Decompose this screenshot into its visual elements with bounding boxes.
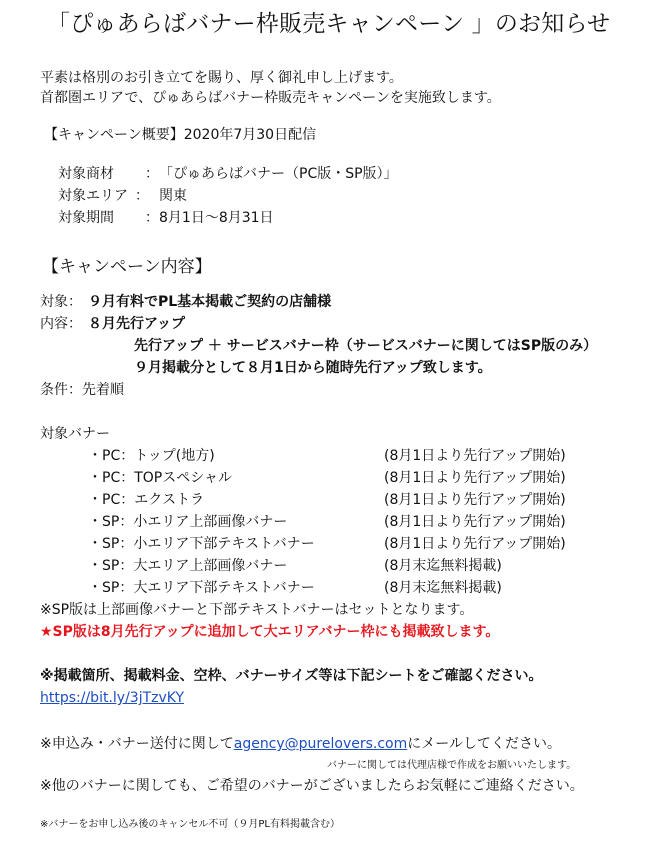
overview-heading: 【キャンペーン概要】2020年7月30日配信	[44, 127, 317, 143]
banner-status: (8月1日より先行アップ開始)	[384, 492, 566, 508]
banners-heading: 対象バナー	[40, 426, 110, 442]
banner-status: (8月末迄無料掲載)	[384, 580, 502, 596]
overview-value-area: 関東	[159, 188, 187, 204]
banner-name: ・PC：エクストラ	[88, 492, 205, 508]
contact-line	[40, 737, 561, 751]
cancel-note: ※バナーをお申し込み後のキャンセル不可（９月PL有料掲載含む）	[40, 819, 340, 830]
target-value: ９月有料でPL基本掲載ご契約の店舗様	[88, 294, 332, 310]
page-title: 「ぴゅあらばバナー枠販売キャンペーン 」のお知らせ	[47, 11, 611, 37]
banner-name: ・PC：トップ(地方)	[88, 448, 215, 464]
overview-sep-product: ：	[145, 166, 159, 182]
contact-prefix: ※申込み・バナー送付に関して	[40, 736, 234, 752]
banner-status: (8月1日より先行アップ開始)	[384, 536, 566, 552]
contact-suffix: にメールしてください。	[407, 736, 561, 752]
banner-status: (8月1日より先行アップ開始)	[384, 470, 566, 486]
banner-name: ・SP：小エリア下部テキストバナー	[88, 536, 315, 552]
sheet-link[interactable]: https://bit.ly/3jTzvKY	[40, 690, 185, 706]
overview-label-area: 対象エリア	[58, 188, 128, 204]
other-banner-note: ※他のバナーに関しても、ご希望のバナーがございましたらお気軽にご連絡ください。	[40, 778, 584, 794]
overview-sep-area: ：	[135, 188, 149, 204]
overview-label-period: 対象期間	[58, 210, 114, 226]
banner-create-note: バナーに関しては代理店様で作成をお願いいたします。	[327, 760, 577, 771]
banner-name: ・SP：小エリア上部画像バナー	[88, 514, 288, 530]
intro-line-2: 首都圏エリアで、ぴゅあらばバナー枠販売キャンペーンを実施致します。	[40, 90, 501, 106]
overview-label-product: 対象商材	[58, 166, 114, 182]
email-link[interactable]: agency@purelovers.com	[233, 736, 408, 752]
sp-set-note: ※SP版は上部画像バナーと下部テキストバナーはセットとなります。	[40, 602, 474, 618]
banner-name: ・PC：TOPスペシャル	[88, 470, 232, 486]
target-label: 対象：	[40, 294, 82, 310]
sp-extra-note: ★SP版は8月先行アップに追加して大エリアバナー枠にも掲載致します。	[40, 624, 500, 640]
banner-status: (8月1日より先行アップ開始)	[384, 514, 566, 530]
detail-line-2: 先行アップ ＋ サービスバナー枠（サービスバナーに関してはSP版のみ）	[134, 338, 598, 354]
banner-status: (8月末迄無料掲載)	[384, 558, 502, 574]
condition-text: 条件：先着順	[40, 382, 124, 398]
overview-value-product: 「ぴゅあらばバナー（PC版・SP版）」	[159, 166, 398, 182]
content-heading: 【キャンペーン内容】	[42, 257, 212, 277]
banner-name: ・SP：大エリア下部テキストバナー	[88, 580, 315, 596]
banner-name: ・SP：大エリア上部画像バナー	[88, 558, 288, 574]
intro-line-1: 平素は格別のお引き立てを賜り、厚く御礼申し上げます。	[40, 70, 403, 86]
detail-line-3: ９月掲載分として８月1日から随時先行アップ致します。	[134, 360, 492, 376]
overview-value-period: 8月1日〜8月31日	[159, 210, 274, 226]
detail-value: ８月先行アップ	[88, 316, 186, 332]
banner-status: (8月1日より先行アップ開始)	[384, 448, 566, 464]
confirm-text: ※掲載箇所、掲載料金、空枠、バナーサイズ等は下記シートをご確認ください。	[40, 668, 543, 684]
detail-label: 内容：	[40, 316, 82, 332]
overview-sep-period: ：	[145, 210, 159, 226]
